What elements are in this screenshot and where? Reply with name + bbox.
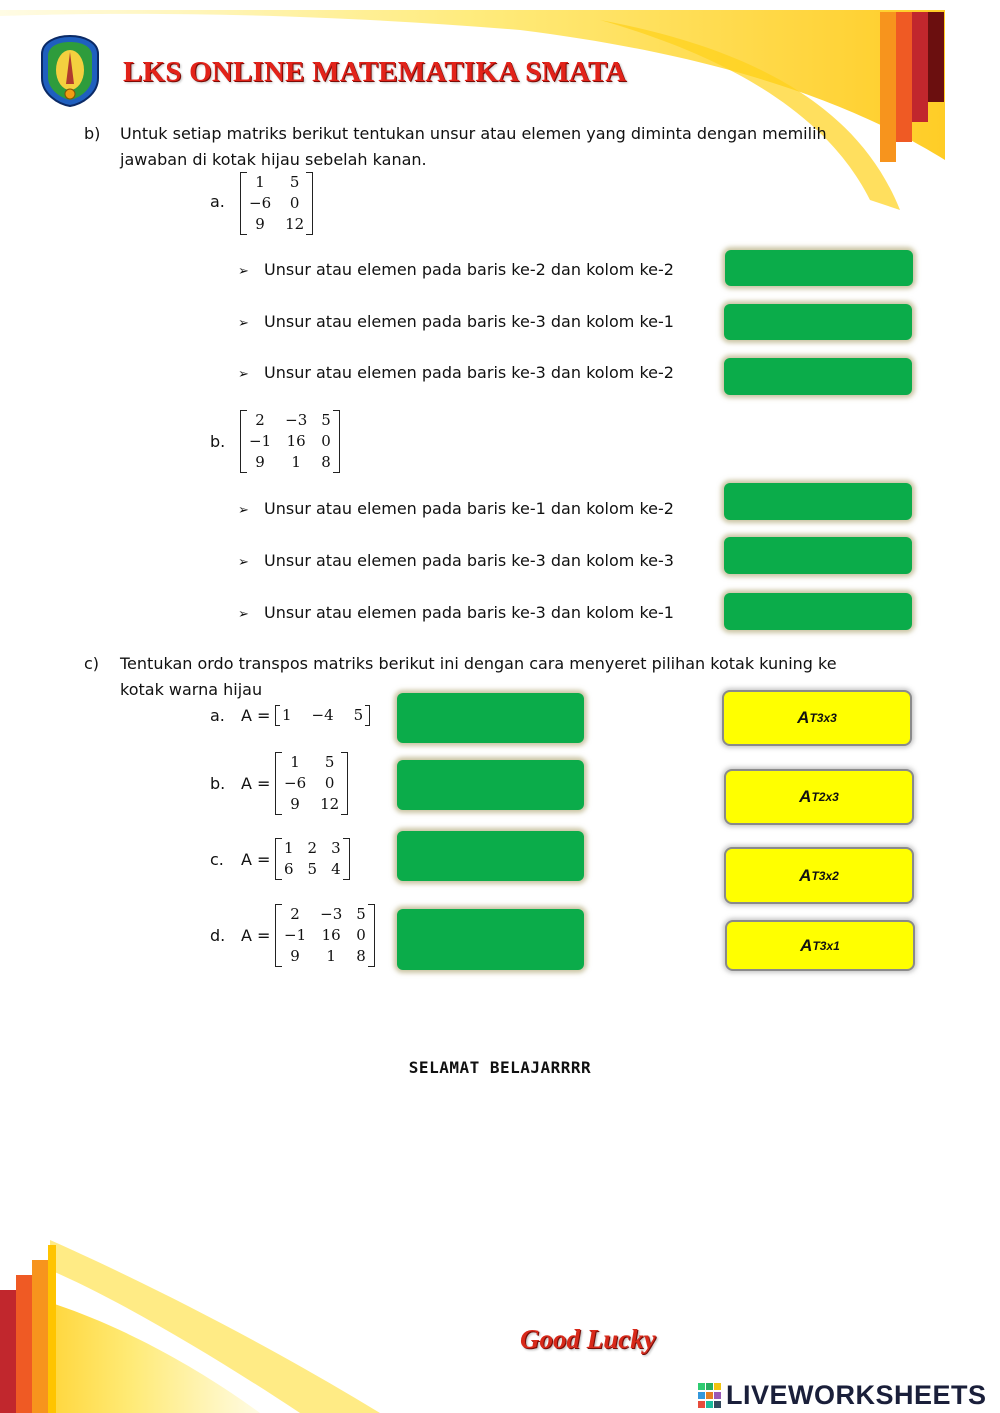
matrix-cell: 5 — [307, 860, 318, 878]
arrow-bullet-icon: ➢ — [238, 367, 249, 382]
drop-box[interactable] — [397, 693, 584, 743]
matrix-cell: 5 — [353, 706, 364, 724]
matrix-cell: 9 — [255, 453, 265, 471]
item-label: b. — [210, 432, 226, 451]
section-c-instruction-1: Tentukan ordo transpos matriks berikut ini dengan cara menyeret pilihan kotak kuning ke — [120, 654, 837, 673]
matrix-prefix: A = — [241, 706, 271, 725]
matrix-cell: 12 — [320, 795, 340, 813]
matrix-cell: −1 — [284, 926, 307, 944]
matrix-cell: 9 — [290, 795, 300, 813]
section-b-instruction-2: jawaban di kotak hijau sebelah kanan. — [120, 150, 427, 169]
item-label: c. — [210, 850, 224, 869]
matrix-cell: 16 — [321, 926, 341, 944]
matrix-cell: 5 — [324, 753, 335, 771]
item-label: b. — [210, 774, 226, 793]
liveworksheets-logo-icon — [698, 1383, 722, 1409]
matrix-cell: 1 — [284, 839, 294, 857]
matrix-cell: 3 — [331, 839, 341, 857]
option-ordo-3x3[interactable]: A T 3x3 — [722, 690, 912, 746]
matrix-cell: 0 — [289, 194, 300, 212]
option-ordo-3x2[interactable]: A T 3x2 — [724, 847, 914, 904]
matrix-prefix: A = — [241, 774, 271, 793]
answer-box[interactable] — [724, 358, 912, 395]
matrix-cell: −1 — [249, 432, 272, 450]
question-item: ➢ Unsur atau elemen pada baris ke-2 dan kolom ke-2 — [238, 260, 674, 279]
section-b-instruction-1: Untuk setiap matriks berikut tentukan unsur atau elemen yang diminta dengan memilih — [120, 124, 827, 143]
liveworksheets-brand — [698, 1380, 987, 1411]
matrix-cell: 5 — [321, 411, 331, 429]
drop-box[interactable] — [397, 760, 584, 810]
question-item: ➢ Unsur atau elemen pada baris ke-3 dan kolom ke-2 — [238, 363, 674, 382]
matrix-cell: −3 — [285, 411, 308, 429]
matrix-cell: 0 — [356, 926, 366, 944]
matrix-b-b — [240, 410, 340, 473]
matrix-cell: −3 — [320, 905, 343, 923]
matrix-cell: 1 — [282, 706, 292, 724]
question-item: ➢ Unsur atau elemen pada baris ke-1 dan kolom ke-2 — [238, 499, 674, 518]
matrix-b-a — [240, 172, 313, 235]
matrix-cell: 2 — [255, 411, 265, 429]
arrow-bullet-icon: ➢ — [238, 607, 249, 622]
matrix-cell: 5 — [289, 173, 300, 191]
matrix-cell: 5 — [356, 905, 366, 923]
matrix-prefix: A = — [241, 926, 271, 945]
answer-box[interactable] — [724, 537, 912, 574]
matrix-cell: 1 — [255, 173, 265, 191]
arrow-bullet-icon: ➢ — [238, 503, 249, 518]
item-label: d. — [210, 926, 226, 945]
matrix-c-a — [275, 705, 370, 726]
page-title: LKS ONLINE MATEMATIKA SMATA — [123, 56, 627, 88]
matrix-cell: 1 — [291, 453, 301, 471]
matrix-cell: −6 — [249, 194, 272, 212]
answer-box[interactable] — [724, 593, 912, 630]
question-item: ➢ Unsur atau elemen pada baris ke-3 dan kolom ke-1 — [238, 603, 674, 622]
item-label: a. — [210, 706, 225, 725]
matrix-prefix: A = — [241, 850, 271, 869]
matrix-cell: 0 — [324, 774, 335, 792]
matrix-cell: 2 — [290, 905, 300, 923]
matrix-cell: −6 — [284, 774, 307, 792]
matrix-c-b — [275, 752, 348, 815]
matrix-cell: 12 — [285, 215, 305, 233]
school-logo — [38, 34, 102, 108]
matrix-cell: 16 — [286, 432, 306, 450]
matrix-cell: 8 — [321, 453, 331, 471]
arrow-bullet-icon: ➢ — [238, 264, 249, 279]
matrix-cell: 0 — [321, 432, 331, 450]
matrix-c-c — [275, 838, 350, 880]
matrix-cell: 2 — [307, 839, 318, 857]
matrix-cell: 1 — [326, 947, 336, 965]
question-item: ➢ Unsur atau elemen pada baris ke-3 dan kolom ke-1 — [238, 312, 674, 331]
good-luck-text: Good Lucky — [520, 1324, 656, 1354]
closing-text: SELAMAT BELAJARRRR — [408, 1058, 592, 1077]
matrix-cell: 1 — [290, 753, 300, 771]
section-c-label: c) — [84, 654, 100, 673]
section-b-label: b) — [84, 124, 101, 143]
drop-box[interactable] — [397, 909, 584, 970]
arrow-bullet-icon: ➢ — [238, 555, 249, 570]
question-item: ➢ Unsur atau elemen pada baris ke-3 dan kolom ke-3 — [238, 551, 674, 570]
brand-name: LIVEWORKSHEETS — [726, 1380, 987, 1410]
matrix-cell: 6 — [284, 860, 294, 878]
matrix-cell: 9 — [290, 947, 300, 965]
matrix-c-d — [275, 904, 375, 967]
answer-box[interactable] — [725, 250, 913, 286]
matrix-cell: −4 — [311, 706, 334, 724]
matrix-cell: 9 — [255, 215, 265, 233]
option-ordo-3x1[interactable]: A T 3x1 — [725, 920, 915, 971]
section-c-instruction-2: kotak warna hijau — [120, 680, 263, 699]
arrow-bullet-icon: ➢ — [238, 316, 249, 331]
option-ordo-2x3[interactable]: A T 2x3 — [724, 769, 914, 825]
item-label: a. — [210, 192, 225, 211]
drop-box[interactable] — [397, 831, 584, 881]
answer-box[interactable] — [724, 304, 912, 340]
matrix-cell: 8 — [356, 947, 366, 965]
matrix-cell: 4 — [331, 860, 341, 878]
answer-box[interactable] — [724, 483, 912, 520]
